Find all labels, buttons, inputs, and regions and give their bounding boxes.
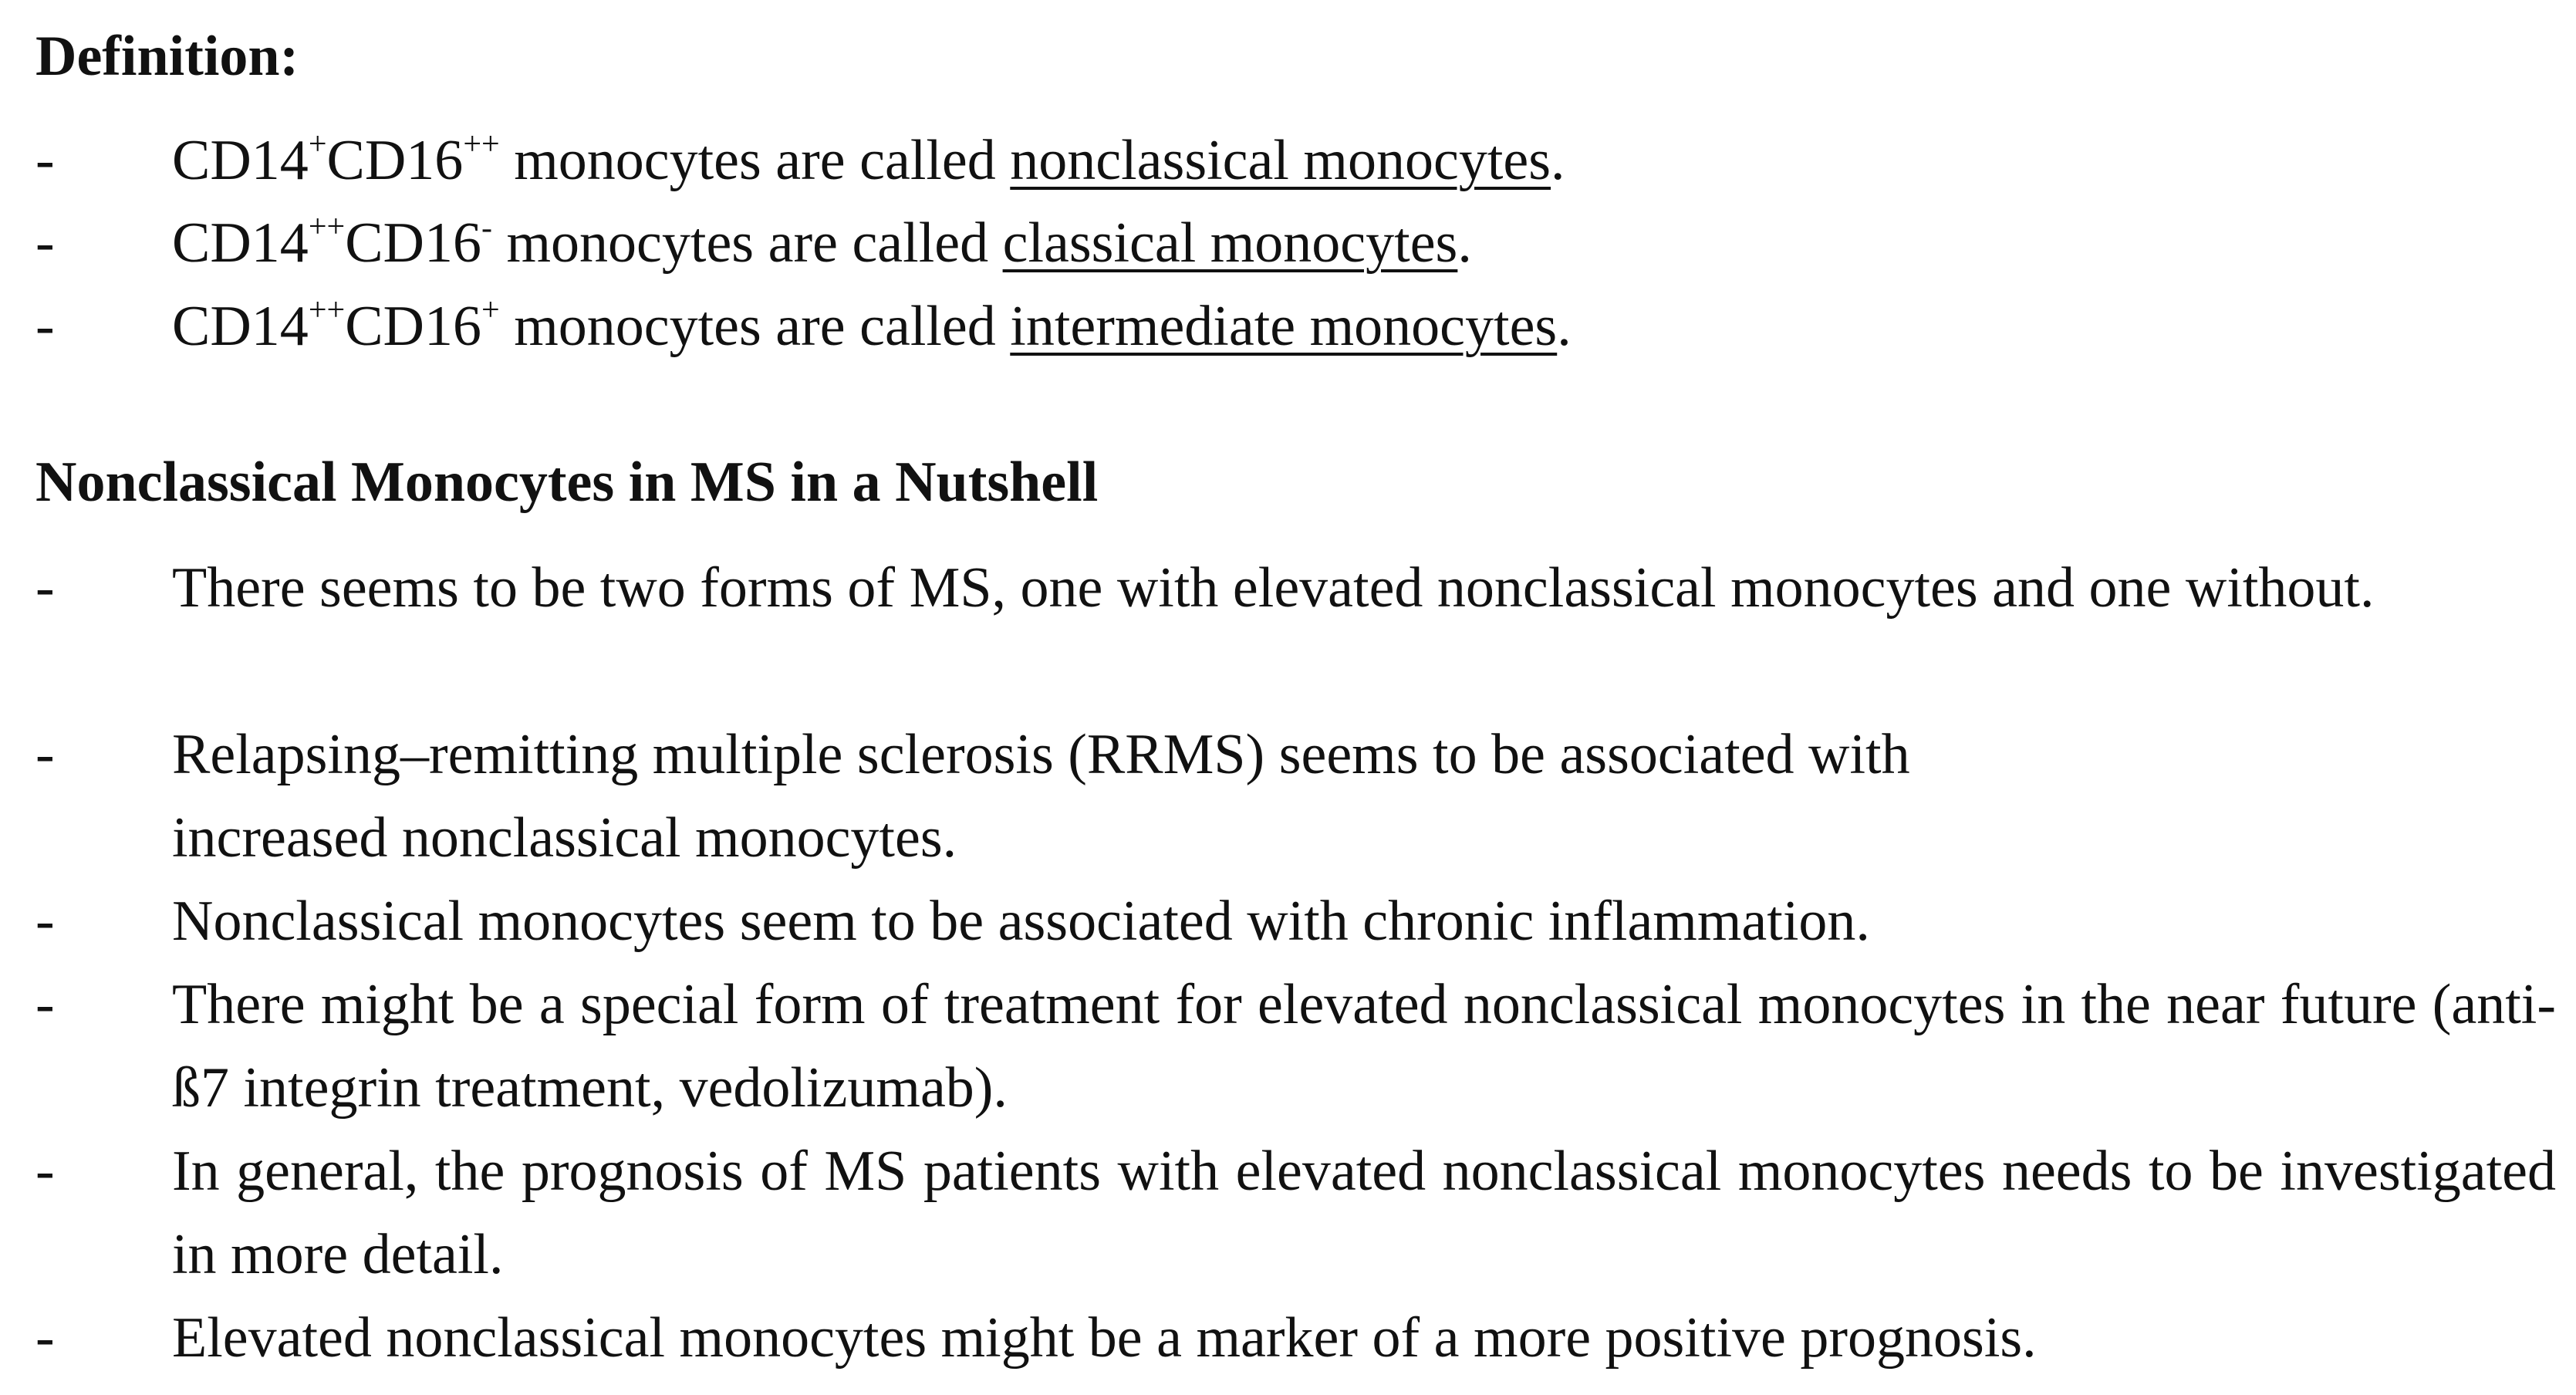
list-bullet: - [35, 722, 55, 785]
nutshell-item-two-forms: There seems to be two forms of MS, one with elevated nonclassical monocytes and one without. [172, 556, 2375, 620]
term-nonclassical-monocytes: nonclassical monocytes [1010, 129, 1551, 192]
nutshell-line: increased nonclassical monocytes. [172, 806, 957, 870]
nutshell-item-rrms [172, 713, 1910, 880]
definition-period: . [1557, 295, 1572, 358]
nutshell-heading: Nonclassical Monocytes in MS in a Nutshell [35, 451, 1099, 514]
nutshell-item-prognosis: In general, the prognosis of MS patients with elevated nonclassical monocytes needs to be investigated in more detail. [172, 1140, 2556, 1286]
list-bullet: - [35, 211, 55, 274]
term-intermediate-monocytes: intermediate monocytes [1010, 295, 1558, 358]
definition-item-nonclassical [172, 119, 1565, 202]
marker-cd16: CD16 [345, 295, 481, 358]
nutshell-item-marker: Elevated nonclassical monocytes might be a marker of a more positive prognosis. [172, 1306, 2037, 1370]
marker-superscript: ++ [463, 127, 500, 163]
definition-text: monocytes are called [499, 295, 1011, 358]
definition-heading: Definition: [35, 25, 299, 88]
marker-cd16: CD16 [326, 129, 464, 192]
definition-item-intermediate [172, 285, 1572, 368]
marker-superscript: + [308, 127, 327, 163]
list-bullet: - [35, 294, 55, 357]
definition-period: . [1551, 129, 1565, 192]
list-bullet: - [35, 972, 55, 1035]
list-bullet: - [35, 1305, 55, 1369]
marker-superscript: + [481, 292, 500, 329]
marker-cd14: CD14 [172, 211, 309, 275]
marker-cd16: CD16 [345, 211, 481, 275]
marker-superscript: ++ [308, 292, 346, 329]
marker-cd14: CD14 [172, 295, 309, 358]
term-classical-monocytes: classical monocytes [1002, 211, 1458, 275]
list-bullet: - [35, 889, 55, 952]
marker-superscript: - [481, 211, 492, 246]
marker-superscript: ++ [308, 209, 346, 245]
definition-text: monocytes are called [499, 129, 1011, 192]
definition-period: . [1457, 211, 1472, 275]
marker-cd14: CD14 [172, 129, 309, 192]
nutshell-item-treatment: There might be a special form of treatment for elevated nonclassical monocytes in the near future (anti-ß7 integrin treatment, vedolizumab). [172, 973, 2556, 1120]
definition-text: monocytes are called [492, 211, 1003, 275]
list-bullet: - [35, 1139, 55, 1202]
nutshell-item-chronic-inflammation: Nonclassical monocytes seem to be associated with chronic inflammation. [172, 890, 1870, 953]
definition-item-classical [172, 201, 1472, 285]
list-bullet: - [35, 128, 55, 191]
list-bullet: - [35, 556, 55, 619]
nutshell-line: Relapsing–remitting multiple sclerosis (RRMS) seems to be associated with [172, 723, 1910, 786]
